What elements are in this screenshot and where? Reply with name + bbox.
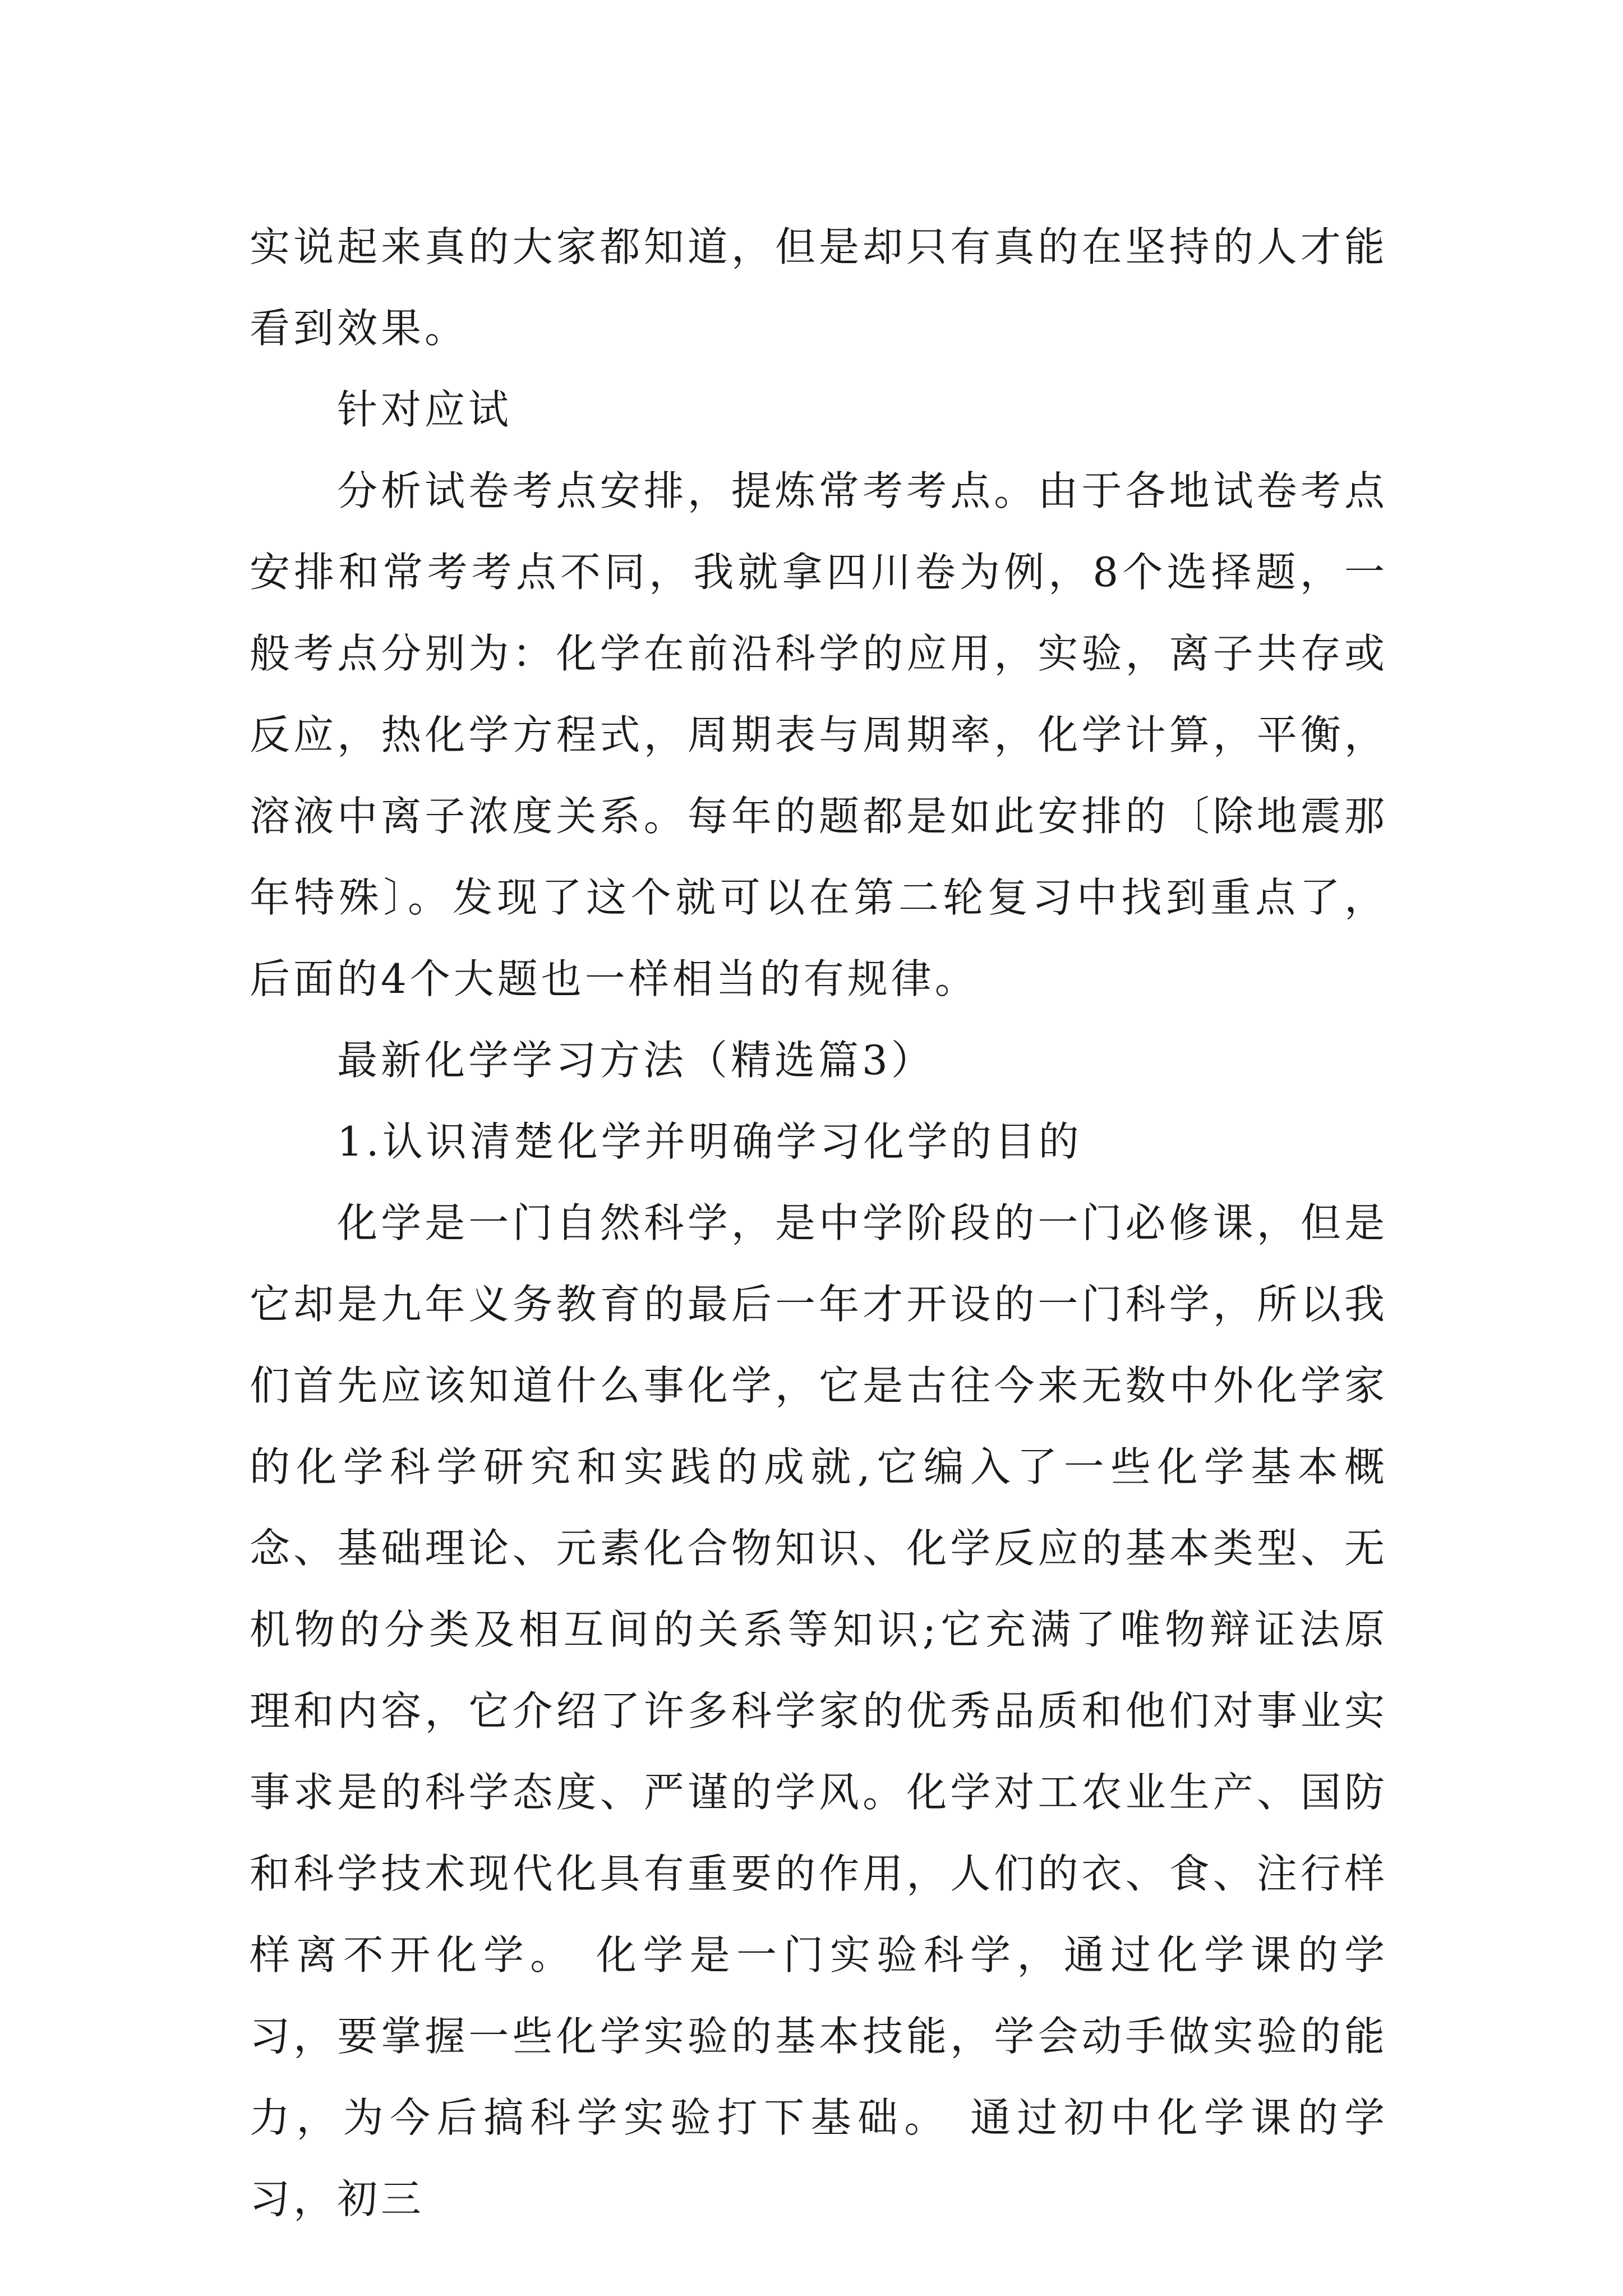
paragraph-exam-analysis: 分析试卷考点安排，提炼常考考点。由于各地试卷考点安排和常考考点不同，我就拿四川卷为例，8个选择题，一般考点分别为：化学在前沿科学的应用，实验，离子共存或反应，热化学方程式，周期表与周期率，化学计算，平衡，溶液中离子浓度关系。每年的题都是如此安排的〔除地震那年特殊〕。发现了这个就可以在第二轮复习中找到重点了，后面的4个大题也一样相当的有规律。 [250,467,1388,1002]
paragraph-chemistry-intro: 化学是一门自然科学，是中学阶段的一门必修课，但是它却是九年义务教育的最后一年才开设的一门科学，所以我们首先应该知道什么事化学，它是古往今来无数中外化学家的化学科学研究和实践的成就,它编入了一些化学基本概念、基础理论、元素化合物知识、化学反应的基本类型、无机物的分类及相互间的关系等知识;它充满了唯物辩证法原理和内容，它介绍了许多科学家的优秀品质和他们对事业实事求是的科学态度、严谨的学风。化学对工农业生产、国防和科学技术现代化具有重要的作用，人们的衣、食、注行样样离不开化学。 化学是一门实验科学，通过化学课的学习，要掌握一些化学实验的基本技能，学会动手做实验的能力，为今后搞科学实验打下基础。 通过初中化学课的学习，初三 [250,1199,1388,2223]
section-title-method-3: 最新化学学习方法（精选篇3） [337,1037,935,1084]
numbered-heading-1: 1.认识清楚化学并明确学习化学的目的 [337,1118,1082,1165]
paragraph-continuation: 实说起来真的大家都知道，但是却只有真的在坚持的人才能看到效果。 [250,223,1388,352]
section-heading-exam: 针对应试 [337,386,513,433]
document-body [250,206,1388,2240]
